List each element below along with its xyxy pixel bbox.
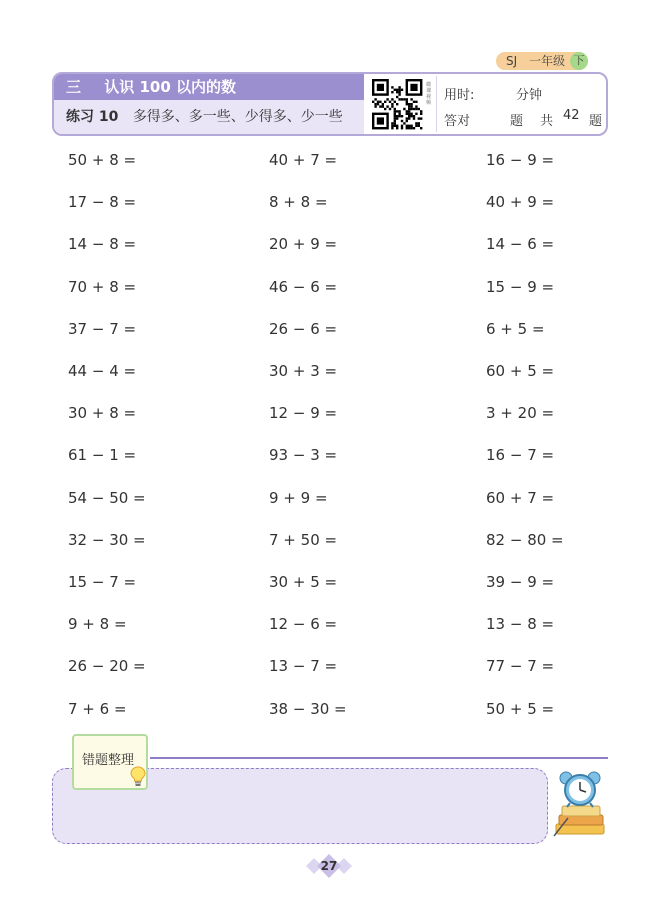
publisher-code: SJ [506, 54, 518, 68]
total-label: 共 [540, 114, 554, 129]
problem-3-2: 40 + 9 = [486, 193, 555, 211]
problem-1-11: 15 − 7 = [68, 573, 137, 591]
problem-3-11: 39 − 9 = [486, 573, 555, 591]
lightbulb-icon [130, 766, 146, 788]
page-number-badge [300, 852, 358, 880]
problem-3-9: 60 + 7 = [486, 489, 555, 507]
term-badge: 下 [570, 52, 588, 70]
correct-label: 答对 [444, 114, 471, 129]
problem-2-11: 30 + 5 = [269, 573, 338, 591]
problem-3-8: 16 − 7 = [486, 446, 555, 464]
review-divider [150, 757, 608, 759]
problem-1-13: 26 − 20 = [68, 657, 146, 675]
page-number: 27 [320, 859, 338, 873]
problem-2-3: 20 + 9 = [269, 235, 338, 253]
grade-badge [496, 52, 588, 70]
problem-1-12: 9 + 8 = [68, 615, 127, 633]
problem-3-14: 50 + 5 = [486, 700, 555, 718]
problem-3-3: 14 − 6 = [486, 235, 555, 253]
problem-2-2: 8 + 8 = [269, 193, 328, 211]
problem-1-7: 30 + 8 = [68, 404, 137, 422]
total-count: 42 [563, 108, 580, 123]
problem-1-5: 37 − 7 = [68, 320, 137, 338]
qr-code[interactable] [370, 78, 426, 130]
time-label: 用时: [444, 88, 475, 103]
qr-label: 微 课 视 频 [426, 82, 432, 106]
problem-2-14: 38 − 30 = [269, 700, 347, 718]
unit-bar [54, 74, 364, 100]
problem-3-6: 60 + 5 = [486, 362, 555, 380]
problem-2-7: 12 − 9 = [269, 404, 338, 422]
problem-2-1: 40 + 7 = [269, 151, 338, 169]
problem-3-12: 13 − 8 = [486, 615, 555, 633]
problem-1-14: 7 + 6 = [68, 700, 127, 718]
problem-1-6: 44 − 4 = [68, 362, 137, 380]
grade-label: 一年级 [528, 54, 565, 68]
practice-title: 多得多、多一些、少得多、少一些 [132, 109, 343, 125]
problem-1-4: 70 + 8 = [68, 278, 137, 296]
problem-2-8: 93 − 3 = [269, 446, 338, 464]
qr-code-icon [370, 78, 426, 130]
problem-3-7: 3 + 20 = [486, 404, 555, 422]
review-tab [72, 734, 148, 790]
problem-2-5: 26 − 6 = [269, 320, 338, 338]
problem-2-13: 13 − 7 = [269, 657, 338, 675]
problem-2-9: 9 + 9 = [269, 489, 328, 507]
problem-2-4: 46 − 6 = [269, 278, 338, 296]
total-unit: 题 [589, 114, 603, 129]
problem-3-13: 77 − 7 = [486, 657, 555, 675]
header-divider [436, 76, 437, 132]
problem-3-1: 16 − 9 = [486, 151, 555, 169]
time-unit: 分钟 [516, 88, 543, 103]
review-title: 错题整理 [82, 753, 135, 768]
problem-2-6: 30 + 3 = [269, 362, 338, 380]
problem-1-9: 54 − 50 = [68, 489, 146, 507]
problem-3-4: 15 − 9 = [486, 278, 555, 296]
unit-number: 三 [66, 78, 82, 96]
problem-1-2: 17 − 8 = [68, 193, 137, 211]
unit-title: 认识 100 以内的数 [104, 78, 237, 96]
problem-1-1: 50 + 8 = [68, 151, 137, 169]
practice-number: 练习 10 [66, 109, 119, 125]
problem-1-10: 32 − 30 = [68, 531, 146, 549]
problem-3-5: 6 + 5 = [486, 320, 545, 338]
problem-1-3: 14 − 8 = [68, 235, 137, 253]
correct-unit: 题 [510, 114, 524, 129]
problem-3-10: 82 − 80 = [486, 531, 564, 549]
alarm-clock-books-icon [552, 766, 608, 840]
problem-1-8: 61 − 1 = [68, 446, 137, 464]
practice-bar [54, 100, 364, 134]
problem-2-12: 12 − 6 = [269, 615, 338, 633]
problem-2-10: 7 + 50 = [269, 531, 338, 549]
